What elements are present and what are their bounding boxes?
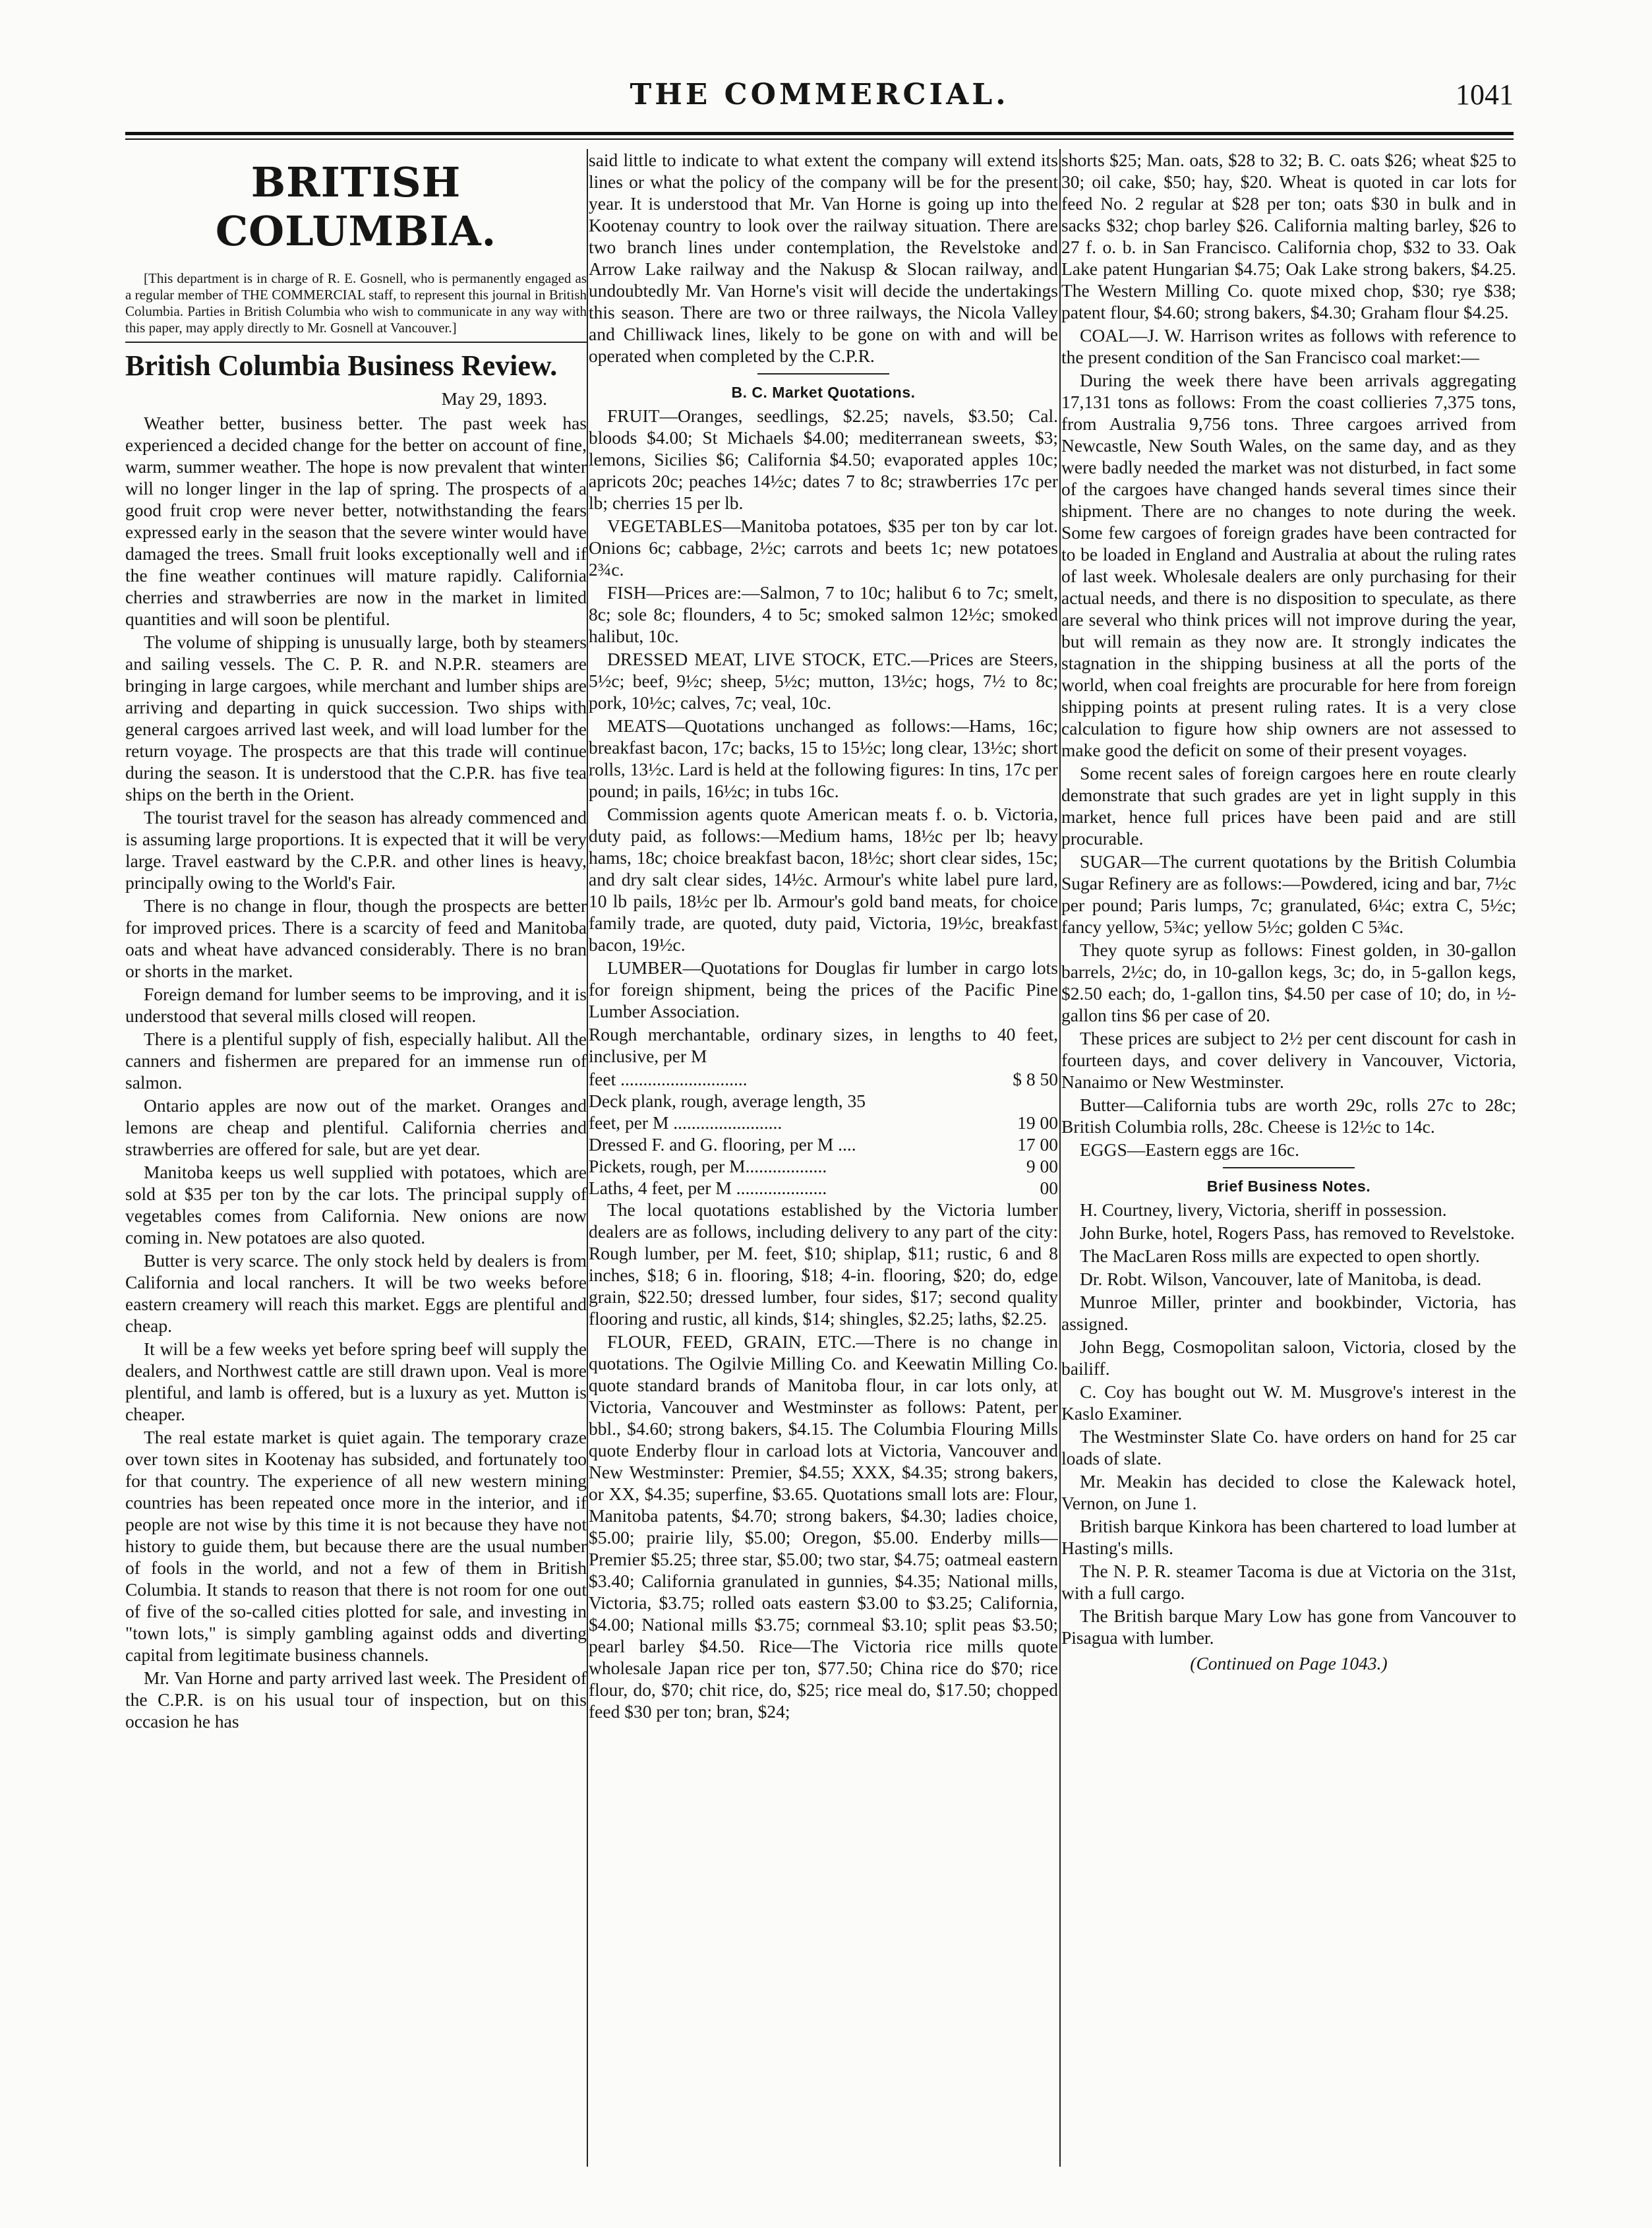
paragraph: Weather better, business better. The past week has experienced a decided change for the better on account of fine, warm, summer weather. The hope is now prevalent that winter will no longer linger in the lap of spring. The prospects of a good fruit crop were never better, notwithstanding the fears expressed early in the season that the severe winter would have damaged the trees. Small fruit looks exceptionally well and if the fine weather continues will mature rapidly. California cherries and strawberries are now in the market in limited quantities and will soon be plentiful.: [125, 413, 587, 629]
paragraph: Butter is very scarce. The only stock held by dealers is from California and local ranchers. It will be two weeks before eastern creamery will reach this market. Eggs are plentiful and cheap.: [125, 1250, 587, 1336]
lumber-row-price: 00: [1040, 1178, 1058, 1198]
paragraph: VEGETABLES—Manitoba potatoes, $35 per ton by car lot. Onions 6c; cabbage, 2½c; carrots and beets 1c; new potatoes 2¾c.: [589, 516, 1058, 580]
paragraph: The volume of shipping is unusually large, both by steamers and sailing vessels. The C. P. R. and N.P.R. steamers are bringing in large cargoes, while merchant and lumber ships are arriving and departing in quick succession. Two ships with general cargoes arrived last week, and will load lumber for the return voyage. The prospects are that this trade will continue during the season. It is understood that the C.P.R. has five tea ships on the berth in the Orient.: [125, 632, 587, 804]
divider: [757, 373, 889, 375]
business-note: The N. P. R. steamer Tacoma is due at Victoria on the 31st, with a full cargo.: [1061, 1561, 1516, 1603]
business-note: C. Coy has bought out W. M. Musgrove's interest in the Kaslo Examiner.: [1061, 1381, 1516, 1424]
divider: [1223, 1167, 1355, 1168]
newspaper-title: THE COMMERCIAL.: [630, 78, 1009, 111]
lumber-row-label: feet ............................: [589, 1069, 748, 1089]
paragraph: These prices are subject to 2½ per cent discount for cash in fourteen days, and cover delivery in Vancouver, Victoria, Nanaimo or New Westminster.: [1061, 1028, 1516, 1092]
column-2: [589, 149, 1058, 2173]
lumber-row-price: $ 8 50: [1013, 1069, 1058, 1089]
business-note: John Begg, Cosmopolitan saloon, Victoria, closed by the bailiff.: [1061, 1337, 1516, 1379]
paragraph: DRESSED MEAT, LIVE STOCK, ETC.—Prices are Steers, 5½c; beef, 9½c; sheep, 5½c; mutton, 13½c; hogs, 7½ to 8c; pork, 10½c; calves, 7c; veal, 10c.: [589, 649, 1058, 713]
lumber-row: [589, 1090, 1058, 1112]
business-note: The MacLaren Ross mills are expected to open shortly.: [1080, 1246, 1480, 1266]
paragraph: Mr. Van Horne and party arrived last week. The President of the C.P.R. is on his usual tour of inspection, but on this occasion he has: [125, 1668, 587, 1731]
paragraph: Butter—California tubs are worth 29c, rolls 27c to 28c; British Columbia rolls, 28c. Cheese is 12½c to 14c.: [1061, 1095, 1516, 1137]
column-3: [1061, 149, 1516, 2173]
lumber-row-price: 19 00: [1017, 1112, 1058, 1133]
column-divider-2: [1059, 149, 1061, 2167]
paragraph: Ontario apples are now out of the market. Oranges and lemons are cheap and plentiful. California cherries and strawberries are offered for sale, but are yet dear.: [125, 1095, 587, 1159]
page-number: 1041: [1456, 78, 1514, 111]
paragraph: shorts $25; Man. oats, $28 to 32; B. C. oats $26; wheat $25 to 30; oil cake, $50; hay, $20. Wheat is quoted in car lots for feed No. 2 regular at $28 per ton; oats $30 in bulk and in sacks $32; chop barley $26. California malting barley, $26 to 27 f. o. b. in San Francisco. California chop, $32 to 33. Oak Lake patent Hungarian $4.75; Oak Lake strong bakers, $4.25. The Western Milling Co. quote mixed chop, $30; rye $38; patent flour, $4.60; strong bakers, $4.30; Graham flour $4.25.: [1061, 150, 1516, 322]
paragraph: The local quotations established by the Victoria lumber dealers are as follows, including delivery to any part of the city: Rough lumber, per M. feet, $10; shiplap, $11; rustic, 6 and 8 inches, $18; 6 in. flooring, $18; 4-in. flooring, $20; do, edge grain, $22.50; dressed lumber, four sides, $17; second quality flooring and rustic, all kinds, $14; shingles, $2.25; laths, $2.25.: [589, 1199, 1058, 1329]
business-note: British barque Kinkora has been chartered to load lumber at Hasting's mills.: [1061, 1516, 1516, 1558]
masthead: [125, 78, 1514, 121]
lumber-row-label: Laths, 4 feet, per M ....................: [589, 1178, 827, 1198]
paragraph: The real estate market is quiet again. The temporary craze over town sites in Kootenay has subsided, and fortunately too for that country. The experience of all new western mining countries has been repeated once more in the interior, and if people are not wise by this time it is not because they have not history to guide them, but because there are the usual number of fools in the world, and not a few of them in British Columbia. It stands to reason that there is not room for one out of five of the so-called cities plotted for sale, and investing in "town lots," is simply gambling against odds and diverting capital from legitimate business channels.: [125, 1427, 587, 1665]
business-note: H. Courtney, livery, Victoria, sheriff in possession.: [1080, 1199, 1447, 1220]
paragraph: The tourist travel for the season has already commenced and is assuming large proportions. It is expected that it will be very large. Travel eastward by the C.P.R. and other lines is heavy, principally owing to the World's Fair.: [125, 807, 587, 893]
paragraph: During the week there have been arrivals aggregating 17,131 tons as follows: From the coast collieries 7,375 tons, from Australia 9,756 tons. Three cargoes arrived from Newcastle, New South Wales, on the same day, and as they were badly needed the market was not disturbed, in fact some of the cargoes have changed hands several times since their shipment. There are no changes to note during the week. Some few cargoes of foreign grades have been contracted for to be loaded in England and Australia at about the ruling rates of last week. Wholesale dealers are only purchasing for their actual needs, and there is no disposition to speculate, as there are several who think prices will not improve during the year, but will remain as they now are. It strongly indicates the stagnation in the shipping business at all the ports of the world, when coal freights are procurable for here from foreign shipping points at present ruling rates. It is a very close calculation to figure how ship owners are not assessed to make good the deficit on some of their present voyages.: [1061, 370, 1516, 760]
market-quotations-heading: B. C. Market Quotations.: [731, 384, 916, 401]
paragraph: EGGS—Eastern eggs are 16c.: [1080, 1139, 1299, 1160]
lumber-row-price: [1053, 1090, 1058, 1112]
lumber-row: [589, 1155, 1058, 1177]
paragraph: Commission agents quote American meats f. o. b. Victoria, duty paid, as follows:—Medium hams, 18½c per lb; heavy hams, 18c; choice breakfast bacon, 18½c; short clear sides, 15c; and dry salt clear sides, 14½c. Armour's white label pure lard, 10 lb pails, 18½c per lb. Armour's gold band meats, for choice family trade, are quoted, duty paid, Victoria, 19½c, breakfast bacon, 19½c.: [589, 804, 1058, 955]
divider: [125, 342, 587, 343]
paragraph: FLOUR, FEED, GRAIN, ETC.—There is no change in quotations. The Ogilvie Milling Co. and Keewatin Milling Co. quote standard brands of Manitoba flour, in car lots only, at Victoria, Vancouver and Westminster as follows: Patent, per bbl., $4.60; strong bakers, $4.15. The Columbia Flouring Mills quote Enderby flour in carload lots at Victoria, Vancouver and New Westminster: Premier, $4.55; XXX, $4.35; strong bakers, or XX, $4.35; superfine, $3.65. Quotations small lots are: Flour, Manitoba patents, $4.70; strong bakers, $4.30; ladies choice, $5.00; prairie lily, $5.00; Oregon, $5.00. Enderby mills—Premier $5.25; three star, $5.00; two star, $4.75; oatmeal eastern $3.40; California granulated in gunnies, $4.35; National mills, Victoria, $3.75; rolled oats eastern $3.00 to $3.25; California, $4.00; National mills $3.75; cornmeal $3.10; split peas $3.50; pearl barley $4.50. Rice—The Victoria rice mills quote wholesale Japan rice per ton, $77.50; China rice do $70; rice flour, do, $70; chit rice, do, $25; rice meal do, $17.50; chopped feed $30 per ton; bran, $24;: [589, 1331, 1058, 1722]
business-note: The Westminster Slate Co. have orders on hand for 25 car loads of slate.: [1061, 1426, 1516, 1468]
business-note: Dr. Robt. Wilson, Vancouver, late of Manitoba, is dead.: [1080, 1269, 1482, 1289]
lumber-row: [589, 1112, 1058, 1133]
section-title: BRITISH COLUMBIA.: [215, 158, 497, 255]
business-notes-heading: Brief Business Notes.: [1206, 1178, 1371, 1195]
business-note: Munroe Miller, printer and bookbinder, Victoria, has assigned.: [1061, 1292, 1516, 1334]
lumber-row-label: Dressed F. and G. flooring, per M ....: [589, 1134, 856, 1155]
paragraph: Some recent sales of foreign cargoes here en route clearly demonstrate that such grades are yet in light supply in this market, hence full prices have been paid and are still procurable.: [1061, 763, 1516, 849]
department-note: [This department is in charge of R. E. Gosnell, who is permanently engaged as a regular member of THE COMMERCIAL staff, to represent this journal in British Columbia. Parties in British Columbia who wish to communicate in any way with this paper, may apply directly to Mr. Gosnell at Vancouver.]: [125, 270, 587, 336]
business-note: John Burke, hotel, Rogers Pass, has removed to Revelstoke.: [1080, 1222, 1515, 1243]
business-note: Mr. Meakin has decided to close the Kalewack hotel, Vernon, on June 1.: [1061, 1471, 1516, 1513]
paragraph: Manitoba keeps us well supplied with potatoes, which are sold at $35 per ton by the car lots. The principal supply of vegetables comes from California. New onions are now coming in. New potatoes are also quoted.: [125, 1162, 587, 1248]
lumber-row-price: 9 00: [1026, 1156, 1058, 1176]
dateline: May 29, 1893.: [441, 388, 547, 409]
lumber-row: [589, 1068, 1058, 1090]
lumber-row: [589, 1177, 1058, 1199]
lumber-row-price: 17 00: [1017, 1134, 1058, 1155]
paragraph: said little to indicate to what extent the company will extend its lines or what the policy of the company will be for the present year. It is understood that Mr. Van Horne is going up into the Kootenay country to look over the railway situation. There are two branch lines under contemplation, the Revelstoke and Arrow Lake railway and the Nakusp & Slocan railway, and undoubtedly Mr. Van Horne's visit will decide the undertakings this season. There are two or three railways, the Nicola Valley and Chilliwack lines, likely to be gone on with and will be operated when completed by the C.P.R.: [589, 150, 1058, 366]
masthead-rule-thin: [125, 138, 1514, 140]
column-divider-1: [587, 149, 588, 2167]
paragraph: There is a plentiful supply of fish, especially halibut. All the canners and fishermen are prepared for an immense run of salmon.: [125, 1029, 587, 1093]
continued-notice: (Continued on Page 1043.): [1190, 1653, 1388, 1673]
paragraph: SUGAR—The current quotations by the British Columbia Sugar Refinery are as follows:—Powdered, icing and bar, 7½c per pound; Paris lumps, 7c; granulated, 6¼c; extra C, 5½c; fancy yellow, 5¾c; yellow 5½c; golden C 5¾c.: [1061, 851, 1516, 937]
paragraph: It will be a few weeks yet before spring beef will supply the dealers, and Northwest cattle are still drawn upon. Veal is more plentiful, and lamb is offered, but is a luxury as yet. Mutton is cheaper.: [125, 1339, 587, 1424]
business-note: The British barque Mary Low has gone from Vancouver to Pisagua with lumber.: [1061, 1606, 1516, 1648]
column-1: [125, 149, 587, 2173]
review-title: British Columbia Business Review.: [125, 349, 558, 382]
lumber-row-label: feet, per M ........................: [589, 1112, 782, 1133]
paragraph: FISH—Prices are:—Salmon, 7 to 10c; halibut 6 to 7c; smelt, 8c; sole 8c; flounders, 4 to 5c; smoked salmon 12½c; smoked halibut, 10c.: [589, 582, 1058, 646]
masthead-rule-thick: [125, 132, 1514, 135]
lumber-row: [589, 1133, 1058, 1155]
paragraph: They quote syrup as follows: Finest golden, in 30-gallon barrels, 2½c; do, in 10-gallon kegs, 3c; do, in 5-gallon kegs, $2.50 each; do, 1-gallon tins, $4.50 per case of 10; do, in ½-gallon tins $6 per case of 20.: [1061, 940, 1516, 1025]
lumber-table-intro: Rough merchantable, ordinary sizes, in lengths to 40 feet, inclusive, per M: [589, 1024, 1058, 1066]
paragraph: MEATS—Quotations unchanged as follows:—Hams, 16c; breakfast bacon, 17c; backs, 15 to 15½c; long clear, 13½c; short rolls, 13½c. Lard is held at the following figures: In tins, 17c per pound; in pails, 16½c; in tubs 16c.: [589, 715, 1058, 801]
paragraph: FRUIT—Oranges, seedlings, $2.25; navels, $3.50; Cal. bloods $4.00; St Michaels $4.00; mediterranean sweets, $3; lemons, Sicilies $6; California $4.50; evaporated apples 10c; apricots 20c; peaches 14½c; dates 7 to 8c; strawberries 17c per lb; cherries 15 per lb.: [589, 406, 1058, 513]
paragraph: There is no change in flour, though the prospects are better for improved prices. There is a scarcity of feed and Manitoba oats and wheat have advanced considerably. There is no bran or shorts in the market.: [125, 895, 587, 981]
lumber-row-label: Deck plank, rough, average length, 35: [589, 1091, 866, 1111]
paragraph: Foreign demand for lumber seems to be improving, and it is understood that several mills closed will reopen.: [125, 984, 587, 1026]
paragraph: COAL—J. W. Harrison writes as follows with reference to the present condition of the San Francisco coal market:—: [1061, 325, 1516, 367]
lumber-row-label: Pickets, rough, per M..................: [589, 1156, 827, 1176]
paragraph: LUMBER—Quotations for Douglas fir lumber in cargo lots for foreign shipment, being the prices of the Pacific Pine Lumber Association.: [589, 957, 1058, 1021]
